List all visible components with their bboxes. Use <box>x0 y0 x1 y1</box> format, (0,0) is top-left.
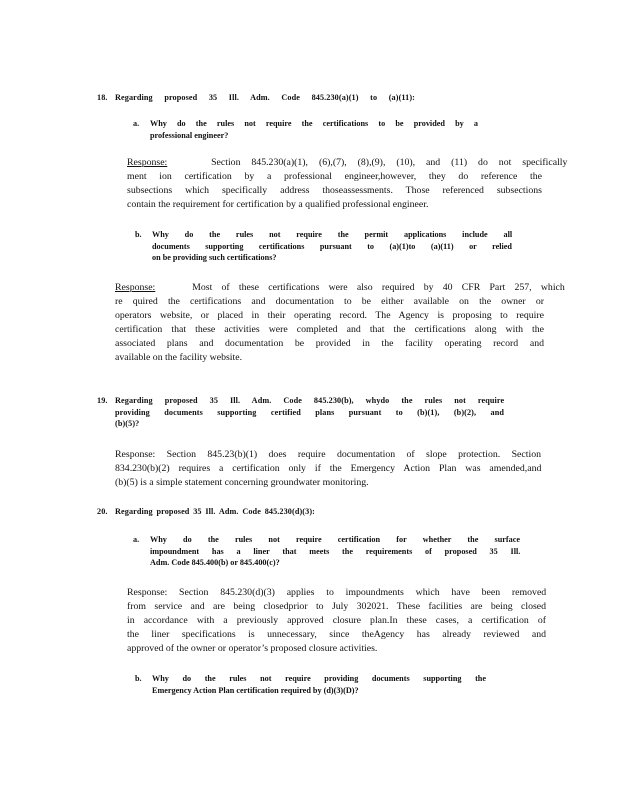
question-text-line: (b)(5)? <box>115 419 140 428</box>
response-text-line: from service and are being closedprior to July 302021. These facilities are being closed <box>127 601 547 612</box>
item-label: a. <box>133 535 140 544</box>
question-text-line: Regarding proposed 35 Ill. Adm. Code 845.230(b), whydo the rules not require <box>115 396 505 405</box>
response-text-line: in accordance with a previously approved closure plan.In these cases, a certification of <box>127 615 546 626</box>
item-text-line: Emergency Action Plan certification required by (d)(3)(D)? <box>152 685 359 695</box>
response-label: Response: <box>115 282 156 293</box>
response-text-line: operators website, or placed in their operating record. The Agency is proposing to require <box>115 310 544 321</box>
item-label: b. <box>135 230 142 239</box>
question-text: Regarding proposed 35 Ill. Adm. Code 845.230(d)(3): <box>115 507 315 516</box>
response-18b <box>115 281 565 365</box>
item-label: b. <box>135 674 142 683</box>
response-text-line: Response: Section 845.230(d)(3) applies to impoundments which have been removed <box>127 587 547 598</box>
question-number: 20. <box>97 507 108 516</box>
question-text: Regarding proposed 35 Ill. Adm. Code 845.230(a)(1) to (a)(11): <box>115 93 415 102</box>
response-18a <box>127 156 568 212</box>
response-19 <box>115 448 541 490</box>
response-text-line: ment ion certification by a professional engineer,however, they do reference the <box>127 171 542 182</box>
response-text-line: certification that these activities were completed and that the certifications along with the <box>115 324 544 335</box>
response-text-line: subsections which specifically address thoseassessments. Those referenced subsections <box>127 185 542 196</box>
response-text-line: available on the facility website. <box>115 352 243 363</box>
response-text-line: 834.230(b)(2) requires a certification only if the Emergency Action Plan was amended,and <box>115 463 542 474</box>
item-text-line: Adm. Code 845.400(b) or 845.400(c)? <box>150 558 280 567</box>
item-text-line: documents supporting certifications pursuant to (a)(1)to (a)(11) or relied <box>152 241 512 251</box>
question-number: 18. <box>97 93 108 102</box>
question-20 <box>97 506 315 518</box>
item-text-line: impoundment has a liner that meets the requirements of proposed 35 Ill. <box>150 546 521 556</box>
item-text-line: professional engineer? <box>150 130 229 140</box>
response-text-line: Most of these certifications were also required by 40 CFR Part 257, which <box>192 282 565 293</box>
question-18b <box>135 229 512 265</box>
item-text-line: Why do the rules not require certification for whether the surface <box>150 535 520 544</box>
question-20a <box>133 534 520 570</box>
item-text-line: Why do the rules not require providing documents supporting the <box>152 674 486 683</box>
item-text-line: on be providing such certifications? <box>152 253 277 262</box>
response-text-line: re quired the certifications and documentation to be either available on the owner or <box>115 296 544 307</box>
question-text-line: providing documents supporting certified plans pursuant to (b)(1), (b)(2), and <box>115 407 505 417</box>
question-18a <box>133 118 478 142</box>
item-label: a. <box>133 119 140 128</box>
response-text-line: Section 845.230(a)(1), (6),(7), (8),(9), (10), and (11) do not specifically <box>211 157 568 168</box>
response-text-line: contain the requirement for certification by a qualified professional engineer. <box>127 199 429 210</box>
response-text-line: Response: Section 845.23(b)(1) does require documentation of slope protection. Section <box>115 449 541 460</box>
question-number: 19. <box>97 396 108 405</box>
response-text-line: approved of the owner or operator’s proposed closure activities. <box>127 643 378 654</box>
response-text-line: the liner specifications is unnecessary, since theAgency has already reviewed and <box>127 629 546 640</box>
response-text-line: (b)(5) is a simple statement concerning groundwater monitoring. <box>115 477 369 488</box>
response-label: Response: <box>127 157 168 168</box>
item-text-line: Why do the rules not require the certifications to be provided by a <box>150 119 478 128</box>
response-text-line: associated plans and documentation be provided in the facility operating record and <box>115 338 544 349</box>
response-20a <box>127 586 546 656</box>
question-20b <box>135 673 486 697</box>
question-19 <box>97 395 504 431</box>
question-18 <box>97 92 415 104</box>
item-text-line: Why do the rules not require the permit applications include all <box>152 230 513 239</box>
